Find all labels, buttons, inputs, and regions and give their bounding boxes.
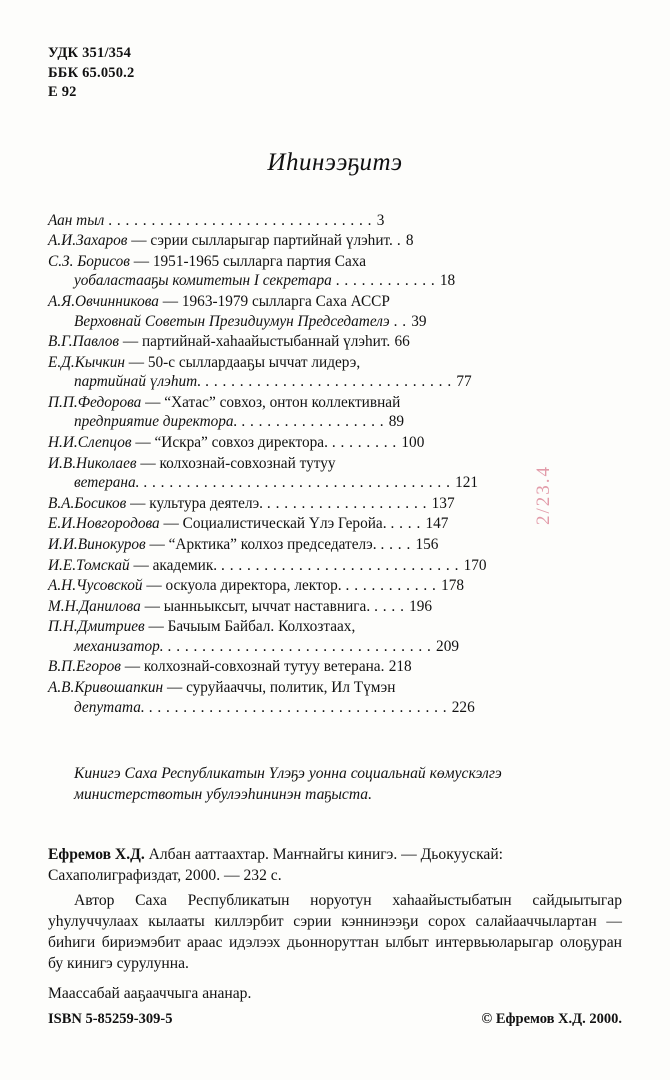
- toc-entry-cont-text: уобаластааҕы комитетын I секретара: [74, 272, 332, 290]
- toc-entry-cont: [48, 637, 622, 657]
- toc-leader: . . . . . . . . . . . .: [331, 272, 440, 290]
- udk-code: УДК 351/354: [48, 45, 132, 61]
- toc-page-number: 218: [388, 658, 412, 676]
- toc-entry-person: А.Н.Чусовской: [48, 577, 143, 595]
- toc-entry-cont-text: депутата.: [74, 698, 145, 716]
- toc-entry: [48, 556, 622, 576]
- toc-entry-rest: — культура деятелэ.: [126, 494, 263, 512]
- toc-entry-person: В.П.Егоров: [48, 658, 121, 676]
- toc-entry-cont: [48, 372, 622, 392]
- toc-entry-rest: — партийнай-хаһаайыстыбаннай үлэһит.: [119, 333, 391, 351]
- toc-entry-rest: — 50-с сыллардааҕы ыччат лидерэ,: [124, 353, 361, 371]
- bbk-code: ББК 65.050.2: [48, 64, 135, 81]
- toc-page-number: 156: [415, 535, 439, 553]
- toc-entry: [48, 393, 622, 432]
- toc-entry-person: В.А.Босиков: [48, 494, 127, 512]
- copyright: © Ефремов Х.Д. 2000.: [481, 1011, 622, 1027]
- annotation-paragraph: [48, 891, 622, 975]
- toc-leader: .: [392, 232, 406, 250]
- toc-entry: [48, 433, 622, 453]
- toc-leader: . . . . . . . . . . . . . . . . . . . . . . . . . . . . . . . . . . . .: [139, 474, 456, 492]
- toc-entry: [48, 576, 622, 596]
- toc-page-number: 121: [455, 474, 479, 492]
- ministry-note: Кинигэ Саха Республикатын Үлэҕэ уонна социальнай көмускэлгэ министерствотын убулээһининэн таҕыста.: [74, 765, 502, 804]
- toc-entry-rest: — академик.: [129, 556, 218, 574]
- imprint-author: Ефремов Х.Д.: [48, 846, 145, 864]
- imprint-details: Албан ааттаахтар. Маҥнайгы кинигэ. — Дьокуускай: Сахаполиграфиздат, 2000. — 232 с.: [48, 846, 504, 885]
- toc-entry: [48, 252, 622, 291]
- toc-entry-rest: — “Хатас” совхоз, онтон коллективнай: [141, 393, 401, 411]
- toc-entry: [48, 657, 622, 677]
- toc-entry-person: И.В.Николаев: [48, 454, 137, 472]
- toc-leader: . . . . . . . . . . . . . . . . . . . . . . . . . . . . . . . . . . .: [144, 698, 452, 716]
- toc-entry-person: С.З. Борисов: [48, 252, 130, 270]
- toc-entry-cont-text: партийнай үлэһит.: [74, 373, 202, 391]
- toc-page-number: 100: [401, 434, 425, 452]
- toc-entry-cont: [48, 271, 622, 291]
- toc-entry-person: И.И.Винокуров: [48, 535, 146, 553]
- toc-entry: [48, 597, 622, 617]
- toc-leader: . . . .: [370, 597, 410, 615]
- toc-entry-rest: — колхознай-совхознай тутуу: [136, 454, 336, 472]
- toc-leader: . .: [389, 312, 412, 330]
- toc-page-number: 89: [388, 413, 405, 431]
- toc-entry-person: М.Н.Данилова: [48, 597, 141, 615]
- toc-entry-person: П.П.Федорова: [48, 393, 142, 411]
- toc-entry-cont-text: Верховнай Советын Президиумун Председателэ: [74, 312, 390, 330]
- imprint-block: [48, 845, 622, 887]
- toc-entry: [48, 353, 622, 392]
- toc-page-number: 178: [441, 577, 465, 595]
- toc-page-number: 209: [436, 637, 459, 655]
- toc-entry-rest: — “Арктика” колхоз председателэ.: [145, 535, 377, 553]
- toc-entry-rest: — Социалистическай Үлэ Геройа.: [159, 515, 387, 533]
- toc-entry-person: В.Г.Павлов: [48, 333, 120, 351]
- toc-page-number: 8: [405, 232, 414, 250]
- toc-page-number: 147: [425, 515, 449, 533]
- book-code: Е 92: [48, 84, 77, 101]
- toc-entry-rest: — “Искра” совхоз директора.: [131, 434, 328, 452]
- toc-entry: [48, 211, 622, 231]
- toc-page-number: 196: [409, 597, 433, 615]
- audience-line: Маассабай ааҕааччыга ананар.: [48, 984, 252, 1002]
- page-title: Иһинээҕитэ: [267, 148, 403, 176]
- toc-entry-person: П.Н.Дмитриев: [48, 618, 145, 636]
- toc-page-number: 3: [376, 211, 385, 229]
- table-of-contents: [48, 211, 622, 717]
- page-footer: [48, 1011, 622, 1028]
- toc-entry-cont: [48, 698, 622, 718]
- toc-leader: . . . .: [376, 535, 416, 553]
- toc-leader: . . . . . . . . . . . . . . . . . . . . . . . . . . . .: [217, 556, 464, 574]
- toc-leader: . . . . . . . .: [327, 434, 402, 452]
- toc-entry: [48, 292, 622, 331]
- toc-entry-rest: — сэрии сылларыгар партийнай үлэһит.: [127, 232, 393, 250]
- toc-leader: . . . . . . . . . . . . . . . . . . . . . . . . . . . . .: [201, 373, 457, 391]
- toc-leader: . . . .: [386, 515, 426, 533]
- toc-leader: . . . . . . . . . . . . . . . . . . . . . . . . . . . . . . .: [163, 637, 437, 655]
- toc-entry-rest: — ыанньыксыт, ыччат наставнига.: [140, 597, 371, 615]
- toc-entry-person: И.Е.Томскай: [48, 556, 130, 574]
- toc-entry-rest: — 1951-1965 сылларга партия Саха: [129, 252, 367, 270]
- toc-entry-rest: — Бачыым Байбал. Колхозтаах,: [144, 618, 356, 636]
- isbn: ISBN 5-85259-309-5: [48, 1011, 173, 1027]
- toc-page-number: 170: [463, 556, 487, 574]
- toc-entry: [48, 535, 622, 555]
- toc-page-number: 226: [451, 698, 475, 716]
- toc-entry-person: А.В.Кривошапкин: [48, 678, 164, 696]
- toc-entry-person: Е.И.Новгородова: [48, 515, 160, 533]
- toc-entry: [48, 678, 622, 717]
- toc-leader: . . . . . . . . . . . . . . . . . . .: [262, 494, 432, 512]
- toc-entry-cont-text: предприятие директора.: [74, 413, 238, 431]
- toc-page-number: 39: [411, 312, 427, 330]
- toc-entry-rest: — колхознай-совхознай тутуу ветерана.: [120, 658, 385, 676]
- toc-entry: [48, 617, 622, 656]
- toc-entry-cont-text: механизатор.: [74, 637, 164, 655]
- toc-entry-person: Е.Д.Кычкин: [48, 353, 125, 371]
- toc-page-number: 77: [456, 373, 472, 391]
- toc-page-number: 137: [431, 494, 455, 512]
- toc-entry-rest: — суруйааччы, политик, Ил Түмэн: [163, 678, 396, 696]
- toc-leader: . . . . . . . . . . .: [341, 577, 442, 595]
- toc-page-number: 66: [394, 333, 410, 351]
- toc-entry-cont: [48, 312, 622, 332]
- classification-codes: [48, 44, 622, 103]
- toc-page-number: 18: [439, 272, 456, 290]
- toc-entry-rest: — 1963-1979 сылларга Саха АССР: [158, 293, 390, 310]
- toc-entry-cont-text: ветерана.: [74, 474, 140, 492]
- toc-entry-person: А.И.Захаров: [48, 232, 128, 250]
- toc-leader: . . . . . . . . . . . . . . . . . . . . . . . . . . . . . . .: [104, 211, 377, 229]
- margin-handwriting: 2/23.4: [533, 464, 554, 525]
- toc-entry-person: А.Я.Овчинникова: [48, 293, 159, 310]
- toc-entry: [48, 332, 622, 352]
- toc-entry-cont: [48, 412, 622, 432]
- toc-entry-rest: — оскуола директора, лектор.: [142, 577, 342, 595]
- toc-leader: . . . . . . . . . . . . . . . . .: [237, 413, 389, 431]
- toc-entry-person: Н.И.Слепцов: [48, 434, 132, 452]
- annotation-text: Автор Саха Республикатын норуотун хаһаайыстыбатын сайдыытыгар уһулуччулаах кылааты киллэрбит сэрии кэннинээҕи сорох салайааччылартан — биһиги бириэмэбит араас идэлээх дьонноруттан ылбыт интервьюларыгар олоҕуран бу кинигэ сурулунна.: [48, 892, 622, 972]
- toc-entry-person: Аан тыл: [48, 211, 105, 229]
- toc-entry: [48, 231, 622, 251]
